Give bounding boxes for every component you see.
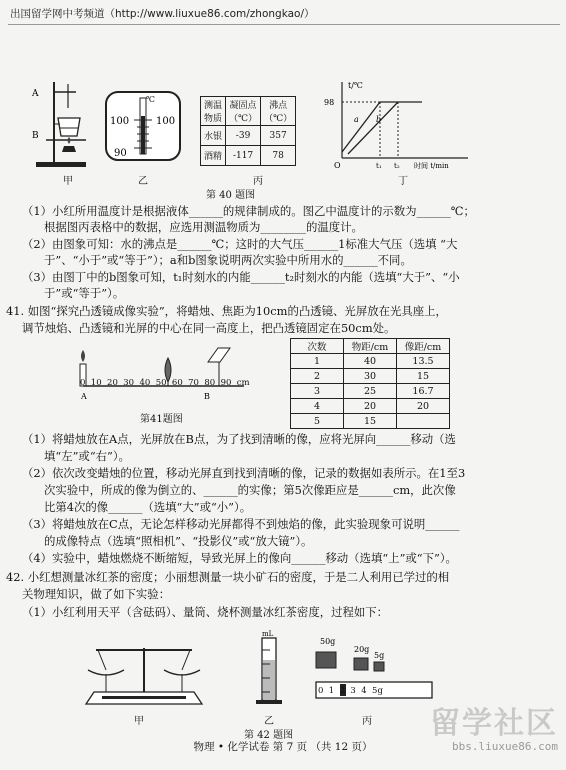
fig40-caption: 第 40 题图 [206, 190, 256, 201]
cell [397, 414, 450, 429]
cell: 16.7 [397, 384, 450, 399]
graph-a: a [354, 115, 359, 124]
fig40-label-ding: 丁 [398, 176, 408, 187]
page-footer: 物理 • 化学试卷 第 7 页 （共 12 页） [193, 741, 373, 753]
cylinder-unit: mL [262, 630, 274, 638]
q42-line1: 42. 小红想测量冰红茶的密度；小丽想测量一块小矿石的密度，于是二人利用已学过的相 [6, 570, 450, 584]
thermo-scale-top-left: 100 [110, 116, 130, 127]
watermark-main: 留学社区 [430, 706, 558, 741]
fig40-label-jia: 甲 [63, 176, 73, 187]
cell: 78 [261, 146, 296, 166]
th-substance: 测温 物质 [201, 97, 226, 126]
thermo-unit: ℃ [146, 95, 155, 104]
fig41-data-table [290, 338, 450, 429]
fig40-label-yi: 乙 [138, 176, 148, 187]
fig40-label-bing: 丙 [253, 176, 263, 187]
cell: 20 [344, 399, 397, 414]
cell: 2 [291, 369, 344, 384]
fig42-label-yi: 乙 [264, 716, 274, 727]
graph-xlabel: 时间 t/min [414, 162, 449, 170]
cell: 15 [344, 414, 397, 429]
label-A: A [32, 89, 39, 99]
cell: 357 [261, 126, 296, 146]
header-divider [8, 24, 560, 25]
cell: 25 [344, 384, 397, 399]
cell: 酒精 [201, 146, 226, 166]
graph-t1: t₁ [376, 162, 382, 170]
cell: 5 [291, 414, 344, 429]
q40-line5: （3）由图丁中的b图象可知，t₁时刻水的内能______t₂时刻水的内能（选填“大于”、“小 [22, 270, 460, 284]
bench-label-B: B [204, 392, 210, 401]
cell: -39 [226, 126, 261, 146]
fig42-caption: 第 42 题图 [244, 730, 294, 741]
q41-p3b: 的成像特点（选填“照相机”、“投影仪”或“放大镜”）。 [44, 534, 313, 548]
th-object-distance: 物距/cm [344, 339, 397, 354]
graph-t2: t₂ [394, 162, 400, 170]
fig42-label-bing: 丙 [362, 716, 372, 727]
bench-ruler-scale: 0 10 20 30 40 50 60 70 80 90 cm [80, 378, 250, 388]
cell: 4 [291, 399, 344, 414]
q41-p4: （4）实验中，蜡烛燃烧不断缩短，导致光屏上的像向______移动（选填“上”或“下”）。 [22, 551, 457, 565]
q41-line2: 调节烛焰、凸透镜和光屏的中心在同一高度上，把凸透镜固定在50cm处。 [22, 321, 396, 335]
thermo-scale-bottom: 90 [114, 148, 127, 159]
watermark-sub: bbs.liuxue86.com [452, 740, 558, 753]
q40-line2: 根据图丙表格中的数据，应选用测温物质为________的温度计。 [44, 220, 363, 234]
cell: 20 [397, 399, 450, 414]
fig40-property-table [200, 96, 296, 166]
cell: 15 [397, 369, 450, 384]
balance-scale [74, 630, 214, 710]
label-B: B [32, 131, 39, 141]
q41-p1: （1）将蜡烛放在A点，光屏放在B点，为了找到清晰的像，应将光屏向______移动（选 [22, 432, 456, 446]
q42-line2: 关物理知识，做了如下实验： [22, 587, 171, 601]
q41-p1b: 填“左”或“右”）。 [44, 449, 130, 463]
cell: 3 [291, 384, 344, 399]
optical-bench-figure [72, 340, 262, 402]
graph-ylabel: t/℃ [348, 81, 363, 90]
q40-line6: 于”或“等于”）。 [44, 286, 125, 300]
th-freeze: 凝固点 （℃） [226, 97, 261, 126]
q41-p3: （3）将蜡烛放在C点，无论怎样移动光屏都得不到烛焰的像，此实验现象可说明______ [22, 517, 460, 531]
cell: 13.5 [397, 354, 450, 369]
bench-label-A: A [81, 392, 87, 401]
q42-line3: （1）小红利用天平（含砝码）、量筒、烧杯测量冰红茶密度，过程如下： [22, 605, 389, 619]
q41-line1: 41. 如图“探究凸透镜成像实验”，将蜡烛、焦距为10cm的凸透镜、光屏放在光具座上， [6, 304, 447, 318]
cell: 1 [291, 354, 344, 369]
cell: 水银 [201, 126, 226, 146]
iron-stand-apparatus [30, 78, 104, 170]
graph-origin: O [334, 161, 341, 170]
q40-line4: 于”、“小于”或“等于”）；a和b图象说明两次实验中所用水的______不同。 [44, 253, 412, 267]
q41-p2: （2）依次改变蜡烛的位置，移动光屏直到找到清晰的像，记录的数据如表所示。在1至3 [22, 466, 466, 480]
thermo-scale-top-right: 100 [156, 116, 176, 127]
fig41-caption: 第41题图 [140, 414, 183, 425]
weight-20g: 20g [354, 645, 370, 654]
th-image-distance: 像距/cm [397, 339, 450, 354]
q41-p2b: 次实验中，所成的像为倒立的、______的实像；第5次像距应是______cm，此次像 [44, 483, 456, 497]
cell: -117 [226, 146, 261, 166]
rider-scale-ticks: 0 1 2 3 4 5g [318, 686, 383, 696]
fig42-label-jia: 甲 [134, 716, 144, 727]
q41-p2c: 比第4次的像______（选填“大”或“小”）。 [44, 500, 252, 514]
q40-line3: （2）由图象可知：水的沸点是______℃；这时的大气压______1标准大气压（选填 “大 [22, 237, 458, 251]
weights-and-rider-scale [314, 632, 434, 708]
cell: 30 [344, 369, 397, 384]
page-header-url: 出国留学网中考频道（http://www.liuxue86.com/zhongkao/） [10, 8, 315, 20]
temperature-time-graph [322, 78, 472, 170]
q40-line1: （1）小红所用温度计是根据液体______的规律制成的。图乙中温度计的示数为______℃； [22, 204, 475, 218]
weight-50g: 50g [320, 637, 336, 646]
graph-b: b [376, 115, 382, 124]
thermometer-reading [104, 90, 182, 162]
graduated-cylinder [252, 630, 288, 710]
cell: 40 [344, 354, 397, 369]
graph-y98: 98 [324, 98, 335, 107]
th-trial: 次数 [291, 339, 344, 354]
watermark [430, 708, 558, 753]
th-boil: 沸点 （℃） [261, 97, 296, 126]
weight-5g: 5g [374, 651, 385, 660]
